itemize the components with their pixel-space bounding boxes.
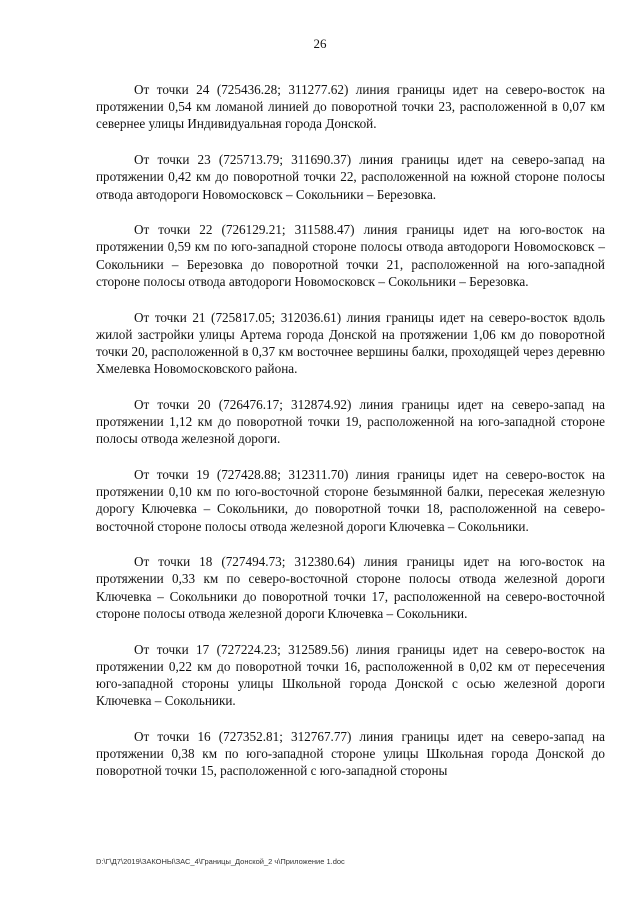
paragraph-point-24: От точки 24 (725436.28; 311277.62) линия границы идет на северо-восток на протяжении 0,54 км ломаной линией до поворотной точки 23, расположенной в 0,07 км севернее улицы Индивидуальная города Донской. (96, 82, 605, 132)
paragraph-point-20: От точки 20 (726476.17; 312874.92) линия границы идет на северо-запад на протяжении 1,12 км до поворотной точки 19, расположенной на юго-западной стороне полосы отвода железной дороги. (96, 396, 605, 447)
paragraph-point-19: От точки 19 (727428.88; 312311.70) линия границы идет на северо-восток на протяжении 0,10 км по юго-восточной стороне безымянной балки, пересекая железную дорогу Ключевка – Сокольники, до поворотной точки 18, расположенной на северо-восточной стороне полосы отвода железной дороги Ключевка – Сокольники. (96, 466, 605, 534)
paragraph-point-22: От точки 22 (726129.21; 311588.47) линия границы идет на юго-восток на протяжении 0,59 км по юго-западной стороне полосы отвода автодороги Новомосковск – Сокольники – Березовка до поворотной точки 21, расположенной на юго-западной стороне полосы отвода автодороги Новомосковск – Сокольники – Березовка. (96, 222, 605, 289)
paragraph-point-18: От точки 18 (727494.73; 312380.64) линия границы идет на юго-восток на протяжении 0,33 км по северо-восточной стороне полосы отвода железной дороги Ключевка – Сокольники до поворотной точки 17, расположенной на северо-восточной стороне полосы отвода железной дороги Ключевка – Сокольники. (96, 554, 605, 621)
paragraph-point-21: От точки 21 (725817.05; 312036.61) линия границы идет на северо-восток вдоль жилой застройки улицы Артема города Донской на протяжении 1,06 км до поворотной точки 20, расположенной в 0,37 км восточнее вершины балки, проходящей через деревню Хмелевка Новомосковского района. (96, 309, 605, 377)
document-body (96, 81, 605, 798)
paragraph-point-23: От точки 23 (725713.79; 311690.37) линия границы идет на северо-запад на протяжении 0,42 км до поворотной точки 22, расположенной на южной стороне полосы отвода автодороги Новомосковск – Сокольники – Березовка. (96, 152, 605, 202)
paragraph-point-16: От точки 16 (727352.81; 312767.77) линия границы идет на северо-запад на протяжении 0,38 км по юго-западной стороне улицы Школьная города Донской до поворотной точки 15, расположенной с юго-западной стороны (96, 728, 605, 779)
paragraph-point-17: От точки 17 (727224.23; 312589.56) линия границы идет на северо-восток на протяжении 0,22 км до поворотной точки 16, расположенной в 0,02 км от пересечения юго-западной стороны улицы Школьной города Донской с осью железной дороги Ключевка – Сокольники. (96, 641, 605, 709)
page-number: 26 (313, 36, 327, 51)
footer-file-path: D:\Г\Д7\2019\ЗАКОНЫ\ЗАС_4\Границы_Донской_2 ч\Приложение 1.doc (96, 857, 345, 866)
